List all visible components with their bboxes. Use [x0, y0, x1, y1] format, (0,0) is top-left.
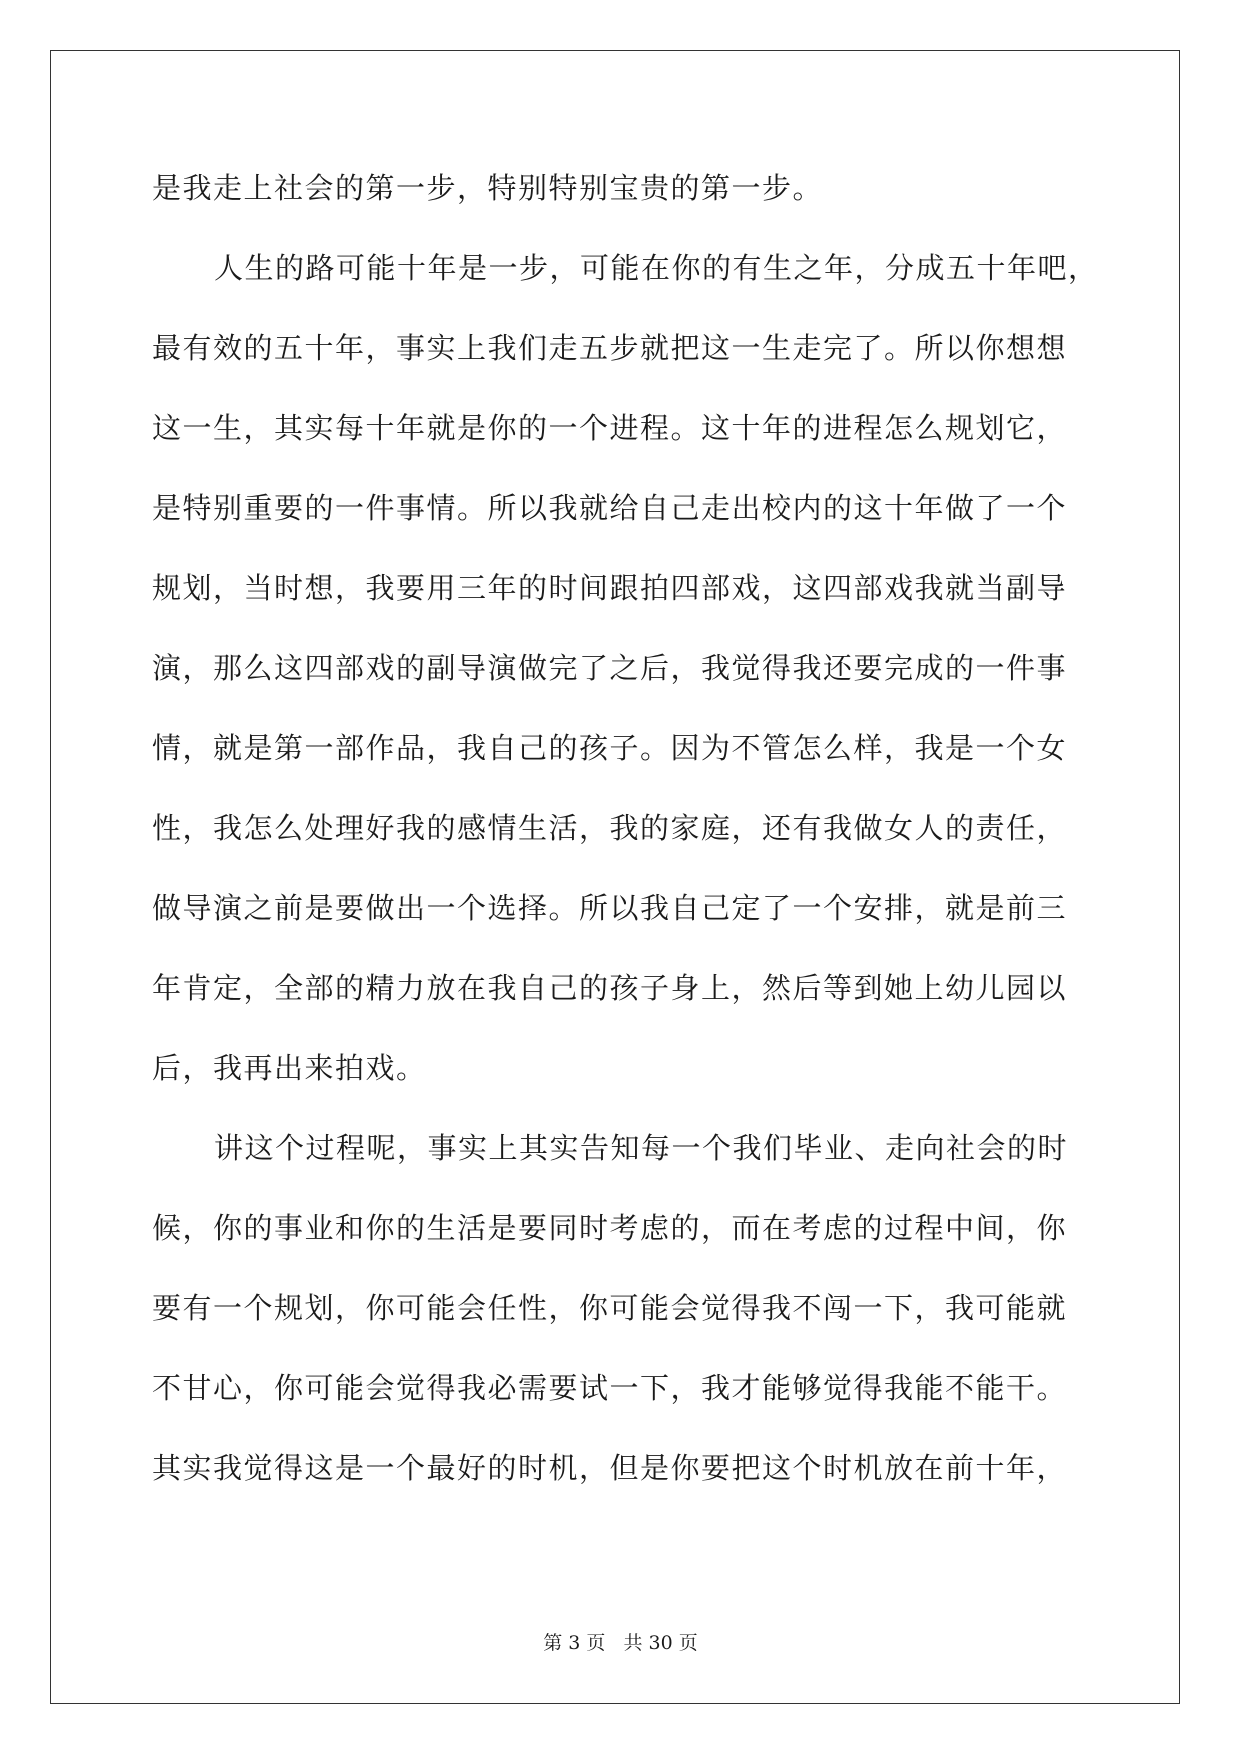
text-line: 情，就是第一部作品，我自己的孩子。因为不管怎么样，我是一个女	[152, 731, 1068, 765]
text-line: 要有一个规划，你可能会任性，你可能会觉得我不闯一下，我可能就	[152, 1291, 1068, 1325]
text-line: 最有效的五十年，事实上我们走五步就把这一生走完了。所以你想想	[152, 331, 1068, 365]
text-line: 规划，当时想，我要用三年的时间跟拍四部戏，这四部戏我就当副导	[152, 571, 1068, 605]
paragraph-first-line: 人生的路可能十年是一步，可能在你的有生之年，分成五十年吧，	[214, 251, 1099, 285]
text-line: 年肯定，全部的精力放在我自己的孩子身上，然后等到她上幼儿园以	[152, 971, 1068, 1005]
text-line: 是特别重要的一件事情。所以我就给自己走出校内的这十年做了一个	[152, 491, 1068, 525]
paragraph-first-line: 讲这个过程呢，事实上其实告知每一个我们毕业、走向社会的时	[214, 1131, 1069, 1165]
text-line: 性，我怎么处理好我的感情生活，我的家庭，还有我做女人的责任，	[152, 811, 1068, 845]
text-line: 其实我觉得这是一个最好的时机，但是你要把这个时机放在前十年，	[152, 1451, 1068, 1485]
text-line: 这一生，其实每十年就是你的一个进程。这十年的进程怎么规划它，	[152, 411, 1068, 445]
text-line: 候，你的事业和你的生活是要同时考虑的，而在考虑的过程中间，你	[152, 1211, 1068, 1245]
text-line: 后，我再出来拍戏。	[152, 1051, 427, 1085]
text-line: 不甘心，你可能会觉得我必需要试一下，我才能够觉得我能不能干。	[152, 1371, 1068, 1405]
text-line: 是我走上社会的第一步，特别特别宝贵的第一步。	[152, 171, 824, 205]
text-line: 做导演之前是要做出一个选择。所以我自己定了一个安排，就是前三	[152, 891, 1068, 925]
page-number-footer: 第 3 页 共 30 页	[543, 1632, 698, 1654]
text-line: 演，那么这四部戏的副导演做完了之后，我觉得我还要完成的一件事	[152, 651, 1068, 685]
